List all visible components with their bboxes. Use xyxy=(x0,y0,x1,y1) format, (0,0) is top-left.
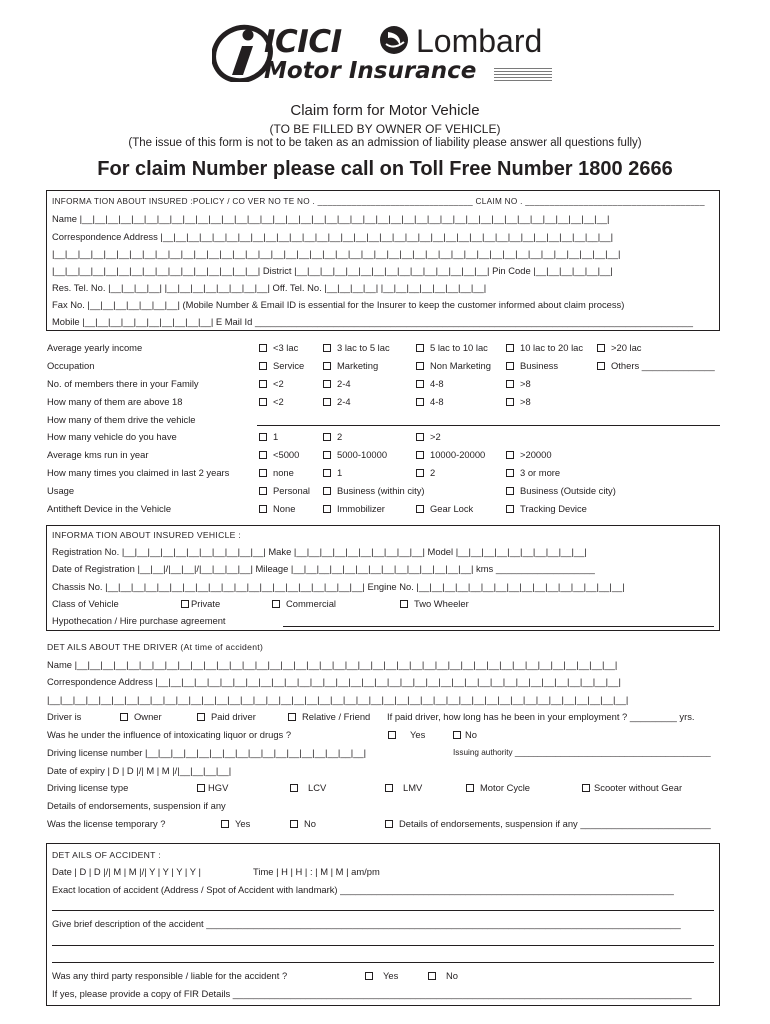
survey-question: How many times you claimed in last 2 years xyxy=(47,467,230,478)
survey-option[interactable] xyxy=(323,467,342,479)
license-scooter-option[interactable]: Scooter without Gear xyxy=(582,782,682,794)
option-label: 2-4 xyxy=(337,396,351,407)
intox-yes-option[interactable]: Yes xyxy=(388,729,425,741)
option-label: >20 lac xyxy=(611,342,642,353)
survey-option[interactable] xyxy=(597,360,715,372)
survey-option[interactable] xyxy=(259,467,294,479)
option-label: Gear Lock xyxy=(430,503,474,514)
accident-heading: DET AILS OF ACCIDENT : xyxy=(52,850,161,860)
checkbox[interactable] xyxy=(323,344,331,352)
third-party-no-option[interactable]: No xyxy=(428,970,458,982)
survey-option[interactable] xyxy=(259,485,310,497)
checkbox[interactable] xyxy=(323,451,331,459)
checkbox[interactable] xyxy=(323,469,331,477)
option-label: Service xyxy=(273,360,305,371)
option-label: Others ______________ xyxy=(611,360,715,371)
survey-option[interactable] xyxy=(259,449,299,461)
option-label: >8 xyxy=(520,396,531,407)
survey-question: Average yearly income xyxy=(47,342,143,353)
insured-address-field-1[interactable]: Correspondence Address |__|__|__|__|__|__|__|__|__|__|__|__|__|__|__|__|__|__|__|__|__|__|__|__|__|__|__|__|__|__|__|__|__|__|__| xyxy=(52,231,614,242)
checkbox[interactable] xyxy=(323,362,331,370)
toll-free-heading: For claim Number please call on Toll Free Number 1800 2666 xyxy=(97,158,673,180)
vehicle-class-label: Class of Vehicle xyxy=(52,598,119,609)
driver-heading: DET AILS ABOUT THE DRIVER (At time of accident) xyxy=(47,642,264,652)
survey-option[interactable] xyxy=(259,378,284,390)
license-number-field[interactable]: Driving license number |__|__|__|__|__|__|__|__|__|__|__|__|__|__|__|__|__| xyxy=(47,747,367,758)
survey-option[interactable] xyxy=(323,485,425,497)
survey-option[interactable] xyxy=(323,360,378,372)
checkbox[interactable] xyxy=(323,505,331,513)
option-label: 3 lac to 5 lac xyxy=(337,342,390,353)
checkbox[interactable] xyxy=(259,362,267,370)
vehicle-registration-field[interactable]: Registration No. |__|__|__|__|__|__|__|__|__|__|__| Make |__|__|__|__|__|__|__|__|__|__| Model |__|__|__|__|__|__|__|__|__|__| xyxy=(52,546,587,557)
intoxication-question: Was he under the influence of intoxicating liquor or drugs ? xyxy=(47,729,292,740)
checkbox[interactable] xyxy=(323,433,331,441)
checkbox[interactable] xyxy=(597,362,605,370)
third-party-question: Was any third party responsible / liable for the accident ? xyxy=(52,970,288,981)
temporary-no-option[interactable]: No xyxy=(290,818,316,830)
checkbox[interactable] xyxy=(120,713,128,721)
paid-driver-question[interactable]: If paid driver, how long has he been in your employment ? _________ yrs. xyxy=(387,711,695,722)
fir-details-field[interactable]: If yes, please provide a copy of FIR Details ________________________________________________________________________________________ xyxy=(52,988,692,999)
survey-option[interactable] xyxy=(416,396,444,408)
survey-option[interactable] xyxy=(323,431,342,443)
option-label: <2 xyxy=(273,396,284,407)
survey-question: Average kms run in year xyxy=(47,449,149,460)
survey-option[interactable] xyxy=(323,342,390,354)
survey-option[interactable] xyxy=(506,467,560,479)
checkbox[interactable] xyxy=(259,469,267,477)
survey-option[interactable] xyxy=(259,431,278,443)
brand-lombard: Lombard xyxy=(416,23,543,59)
insured-address-field-3[interactable]: |__|__|__|__|__|__|__|__|__|__|__|__|__|__|__|__| District |__|__|__|__|__|__|__|__|__|__|__|__|__|__|__| Pin Code |__|__|__|__|__|__| xyxy=(52,265,613,276)
option-label: 5 lac to 10 lac xyxy=(430,342,488,353)
lombard-swirl-icon xyxy=(378,24,412,56)
insured-mobile-field[interactable]: Mobile |__|__|__|__|__|__|__|__|__|__| E Mail Id ____________________________________________________________________________________ xyxy=(52,316,693,327)
option-label: none xyxy=(273,467,294,478)
insured-address-field-2[interactable]: |__|__|__|__|__|__|__|__|__|__|__|__|__|__|__|__|__|__|__|__|__|__|__|__|__|__|__|__|__|__|__|__|__|__|__|__|__|__|__|__|__|__|__|__| xyxy=(52,248,621,259)
option-label: Non Marketing xyxy=(430,360,491,371)
license-type-label: Driving license type xyxy=(47,782,129,793)
survey-option[interactable] xyxy=(506,378,531,390)
survey-option[interactable] xyxy=(259,396,284,408)
vehicle-chassis-field[interactable]: Chassis No. |__|__|__|__|__|__|__|__|__|__|__|__|__|__|__|__|__|__|__|__| Engine No. |__|__|__|__|__|__|__|__|__|__|__|__|__|__|__|__| xyxy=(52,581,625,592)
intox-no-option[interactable]: No xyxy=(453,729,477,741)
driver-paid-option[interactable]: Paid driver xyxy=(197,711,256,723)
survey-option[interactable] xyxy=(323,378,351,390)
option-label: 10000-20000 xyxy=(430,449,486,460)
insured-heading[interactable]: INFORMA TION ABOUT INSURED :POLICY / CO VER NO TE NO . ________________________________ CLAIM NO . _____________________________________ xyxy=(52,197,705,206)
insured-phone-field[interactable]: Res. Tel. No. |__|__|__|__| |__|__|__|__|__|__|__|__| Off. Tel. No. |__|__|__|__| |__|__|__|__|__|__|__|__| xyxy=(52,282,487,293)
survey-question: Occupation xyxy=(47,360,95,371)
survey-question: No. of members there in your Family xyxy=(47,378,199,389)
checkbox[interactable] xyxy=(323,380,331,388)
survey-option[interactable] xyxy=(259,360,304,372)
checkbox[interactable] xyxy=(259,380,267,388)
option-label: 4-8 xyxy=(430,396,444,407)
brand-product: Motor Insurance xyxy=(264,58,477,84)
temporary-license-question: Was the license temporary ? xyxy=(47,818,166,829)
logo-stripes xyxy=(494,68,552,82)
hypothecation-line[interactable] xyxy=(283,626,714,627)
license-expiry-field[interactable]: Date of expiry | D | D |/| M | M |/|__|__|__|__| xyxy=(47,765,232,776)
checkbox[interactable] xyxy=(272,600,280,608)
checkbox[interactable] xyxy=(506,487,514,495)
survey-option[interactable] xyxy=(506,485,616,497)
endorsements-label: Details of endorsements, suspension if any xyxy=(47,800,226,811)
brand-icici: ICICI xyxy=(264,24,342,60)
option-label: 5000-10000 xyxy=(337,449,388,460)
survey-option[interactable] xyxy=(506,449,552,461)
checkbox[interactable] xyxy=(506,505,514,513)
checkbox[interactable] xyxy=(197,784,205,792)
option-label: Business (within city) xyxy=(337,485,425,496)
checkbox[interactable] xyxy=(259,505,267,513)
survey-question: Usage xyxy=(47,485,75,496)
checkbox[interactable] xyxy=(416,398,424,406)
survey-option[interactable] xyxy=(323,449,387,461)
insured-name-field[interactable]: Name |__|__|__|__|__|__|__|__|__|__|__|__|__|__|__|__|__|__|__|__|__|__|__|__|__|__|__|__|__|__|__|__|__|__|__|__|__|__|__|__|__| xyxy=(52,213,610,224)
option-label: 2 xyxy=(337,431,343,442)
option-label: 2-4 xyxy=(337,378,351,389)
third-party-yes-option[interactable]: Yes xyxy=(365,970,398,982)
vehicle-date-field[interactable]: Date of Registration |__|__|/|__|__|/|__|__|__|__| Mileage |__|__|__|__|__|__|__|__|__|__|__|__|__|__| kms ___________________ xyxy=(52,563,595,574)
form-title: Claim form for Motor Vehicle xyxy=(290,102,480,119)
checkbox[interactable] xyxy=(597,344,605,352)
disclaimer: (The issue of this form is not to be taken as an admission of liability please answer all questions fully) xyxy=(128,137,642,149)
survey-option[interactable] xyxy=(323,503,385,515)
checkbox[interactable] xyxy=(466,784,474,792)
survey-option[interactable] xyxy=(416,503,473,515)
survey-question: How many of them drive the vehicle xyxy=(47,414,196,425)
accident-description-field[interactable]: Give brief description of the accident ___________________________________________________________________________________________ xyxy=(52,918,681,929)
survey-option[interactable] xyxy=(416,431,441,443)
option-label: 2 xyxy=(430,467,436,478)
survey-option[interactable] xyxy=(506,342,583,354)
survey-option[interactable] xyxy=(259,342,298,354)
survey-option[interactable] xyxy=(416,360,491,372)
driver-owner-option[interactable]: Owner xyxy=(120,711,162,723)
drive-count-line[interactable] xyxy=(257,425,720,426)
survey-option[interactable] xyxy=(259,503,295,515)
checkbox[interactable] xyxy=(288,713,296,721)
class-commercial-option[interactable]: Commercial xyxy=(272,598,336,610)
checkbox[interactable] xyxy=(259,487,267,495)
survey-option[interactable] xyxy=(506,360,558,372)
license-hgv-option[interactable]: HGV xyxy=(197,782,228,794)
class-two-wheeler-option[interactable]: Two Wheeler xyxy=(400,598,469,610)
survey-question: Antitheft Device in the Vehicle xyxy=(47,503,172,514)
option-label: <3 lac xyxy=(273,342,299,353)
checkbox[interactable] xyxy=(259,398,267,406)
checkbox[interactable] xyxy=(506,344,514,352)
checkbox[interactable] xyxy=(221,820,229,828)
checkbox[interactable] xyxy=(323,398,331,406)
checkbox[interactable] xyxy=(416,451,424,459)
survey-option[interactable] xyxy=(323,396,351,408)
checkbox[interactable] xyxy=(181,600,189,608)
checkbox[interactable] xyxy=(388,731,396,739)
survey-option[interactable] xyxy=(506,396,531,408)
checkbox[interactable] xyxy=(416,433,424,441)
option-label: 10 lac to 20 lac xyxy=(520,342,584,353)
option-label: 1 xyxy=(273,431,279,442)
checkbox[interactable] xyxy=(400,600,408,608)
option-label: >20000 xyxy=(520,449,552,460)
endorsements-field[interactable]: Details of endorsements, suspension if any _________________________ xyxy=(385,818,711,830)
checkbox[interactable] xyxy=(416,380,424,388)
description-line-2[interactable] xyxy=(52,945,714,946)
icici-lombard-logo xyxy=(212,20,558,88)
checkbox[interactable] xyxy=(416,344,424,352)
license-motorcycle-option[interactable]: Motor Cycle xyxy=(466,782,530,794)
option-label: 1 xyxy=(337,467,343,478)
checkbox[interactable] xyxy=(416,469,424,477)
option-label: <2 xyxy=(273,378,284,389)
temporary-yes-option[interactable]: Yes xyxy=(221,818,250,830)
checkbox[interactable] xyxy=(506,362,514,370)
option-label: Business xyxy=(520,360,559,371)
checkbox[interactable] xyxy=(385,784,393,792)
survey-question: How many of them are above 18 xyxy=(47,396,183,407)
survey-option[interactable] xyxy=(597,342,642,354)
checkbox[interactable] xyxy=(506,380,514,388)
checkbox[interactable] xyxy=(428,972,436,980)
option-label: 3 or more xyxy=(520,467,561,478)
class-private-option[interactable]: Private xyxy=(181,598,220,610)
checkbox[interactable] xyxy=(259,433,267,441)
checkbox[interactable] xyxy=(385,820,393,828)
accident-date-field[interactable]: Date | D | D |/| M | M |/| Y | Y | Y | Y | xyxy=(52,866,201,877)
checkbox[interactable] xyxy=(259,451,267,459)
vehicle-heading: INFORMA TION ABOUT INSURED VEHICLE : xyxy=(52,530,242,540)
checkbox[interactable] xyxy=(290,820,298,828)
fill-note: (TO BE FILLED BY OWNER OF VEHICLE) xyxy=(269,122,501,136)
insured-fax-field[interactable]: Fax No. |__|__|__|__|__|__|__| (Mobile Number & Email ID is essential for the Insurer to keep the customer informed about claim process) xyxy=(52,299,625,310)
driver-relative-option[interactable]: Relative / Friend xyxy=(288,711,370,723)
checkbox[interactable] xyxy=(365,972,373,980)
driver-is-label: Driver is xyxy=(47,711,82,722)
survey-question: How many vehicle do you have xyxy=(47,431,177,442)
option-label: >2 xyxy=(430,431,441,442)
survey-option[interactable] xyxy=(416,449,485,461)
option-label: Business (Outside city) xyxy=(520,485,616,496)
checkbox[interactable] xyxy=(506,398,514,406)
checkbox[interactable] xyxy=(416,362,424,370)
license-lcv-option[interactable]: LCV xyxy=(290,782,326,794)
checkbox[interactable] xyxy=(506,451,514,459)
checkbox[interactable] xyxy=(290,784,298,792)
survey-option[interactable] xyxy=(416,378,444,390)
checkbox[interactable] xyxy=(197,713,205,721)
option-label: Marketing xyxy=(337,360,379,371)
checkbox[interactable] xyxy=(453,731,461,739)
checkbox[interactable] xyxy=(323,487,331,495)
option-label: <5000 xyxy=(273,449,300,460)
option-label: None xyxy=(273,503,296,514)
checkbox[interactable] xyxy=(582,784,590,792)
option-label: Immobilizer xyxy=(337,503,385,514)
accident-location-field[interactable]: Exact location of accident (Address / Spot of Accident with landmark) ________________________________________________________________ xyxy=(52,884,674,895)
option-label: 4-8 xyxy=(430,378,444,389)
checkbox[interactable] xyxy=(259,344,267,352)
license-lmv-option[interactable]: LMV xyxy=(385,782,422,794)
location-line-2[interactable] xyxy=(52,910,714,911)
driver-address-field-2[interactable]: |__|__|__|__|__|__|__|__|__|__|__|__|__|__|__|__|__|__|__|__|__|__|__|__|__|__|__|__|__|__|__|__|__|__|__|__|__|__|__|__|__|__|__|__|__| xyxy=(47,694,629,705)
checkbox[interactable] xyxy=(416,505,424,513)
survey-option[interactable] xyxy=(416,342,488,354)
hypothecation-label: Hypothecation / Hire purchase agreement xyxy=(52,615,226,626)
checkbox[interactable] xyxy=(506,469,514,477)
issuing-authority-field[interactable]: Issuing authority ___________________________________________ xyxy=(453,748,711,757)
driver-address-field-1[interactable]: Correspondence Address |__|__|__|__|__|__|__|__|__|__|__|__|__|__|__|__|__|__|__|__|__|__|__|__|__|__|__|__|__|__|__|__|__|__|__|__| xyxy=(47,676,621,687)
description-line-3[interactable] xyxy=(52,962,714,963)
option-label: Personal xyxy=(273,485,311,496)
option-label: Tracking Device xyxy=(520,503,587,514)
survey-option[interactable] xyxy=(506,503,587,515)
accident-time-field[interactable]: Time | H | H | : | M | M | am/pm xyxy=(253,866,380,877)
driver-name-field[interactable]: Name |__|__|__|__|__|__|__|__|__|__|__|__|__|__|__|__|__|__|__|__|__|__|__|__|__|__|__|__|__|__|__|__|__|__|__|__|__|__|__|__|__|__| xyxy=(47,659,618,670)
option-label: >8 xyxy=(520,378,531,389)
survey-option[interactable] xyxy=(416,467,435,479)
